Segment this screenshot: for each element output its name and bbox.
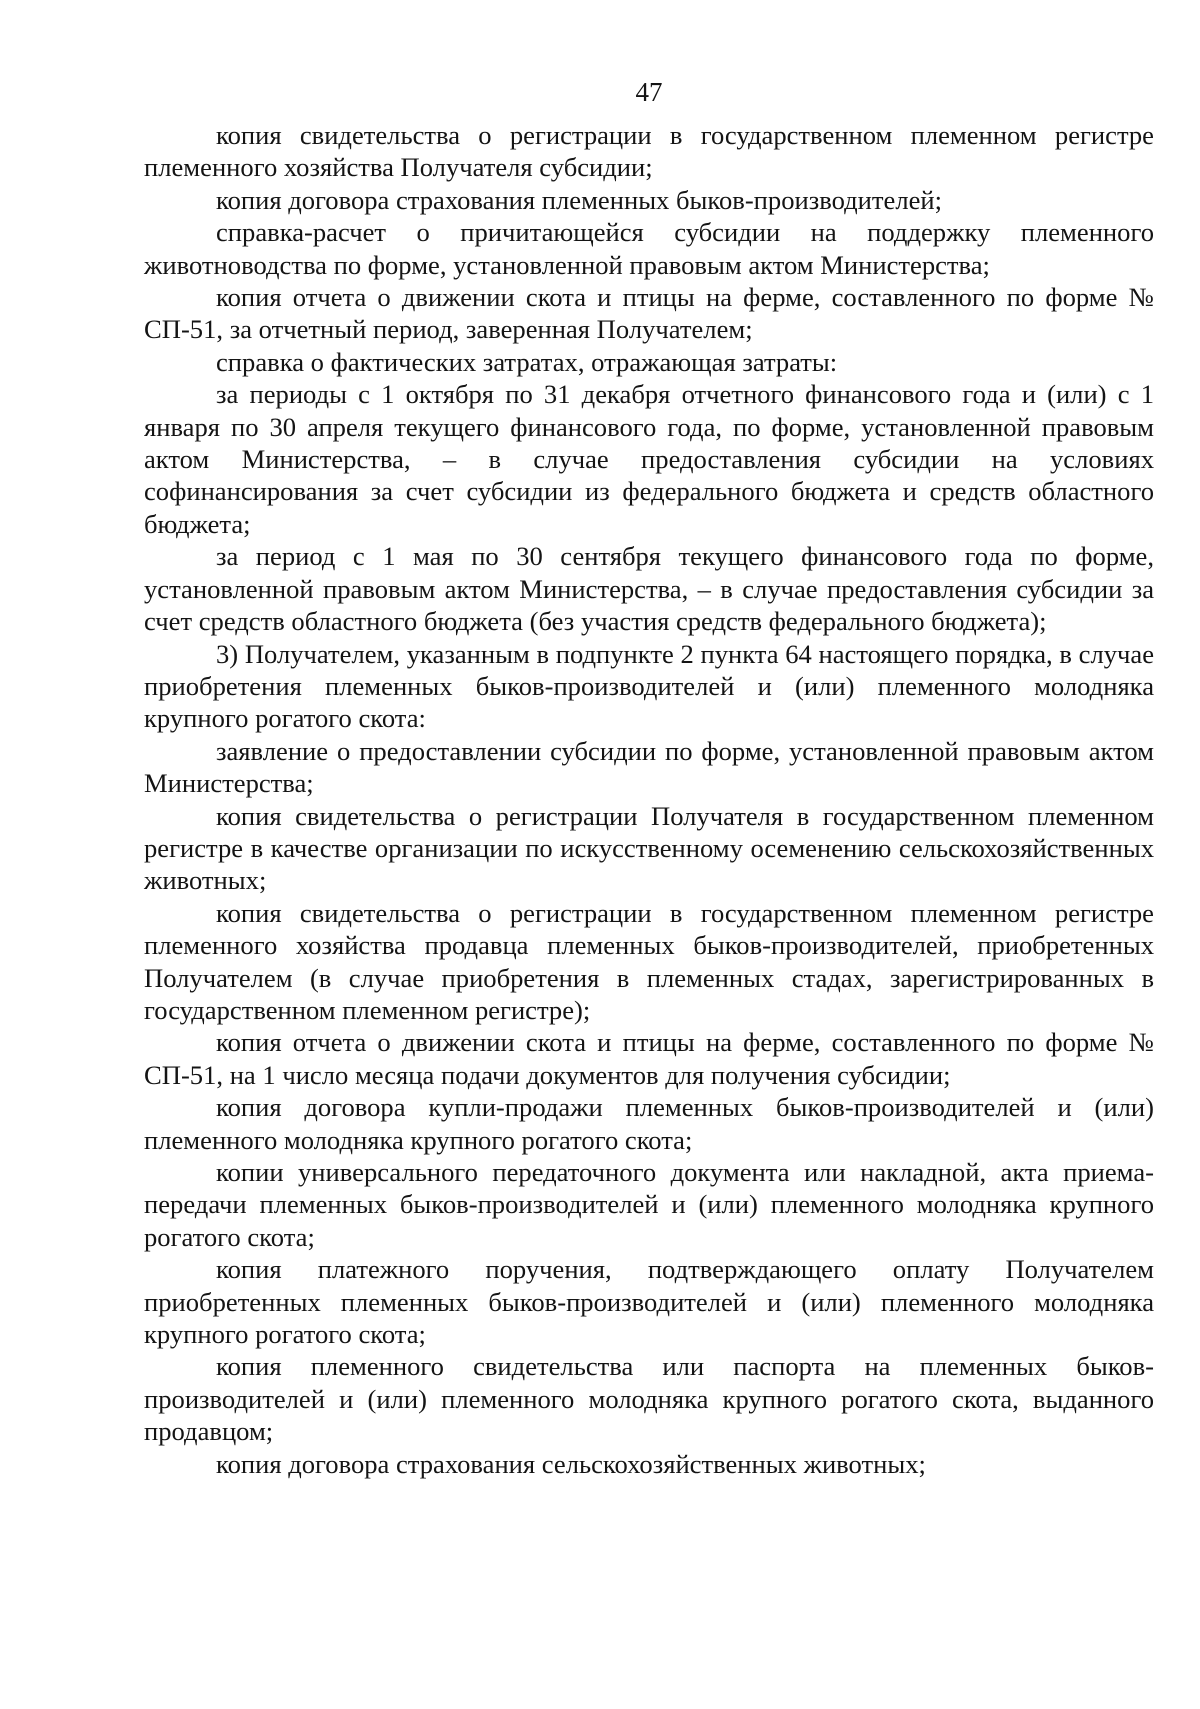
- document-body: [144, 119, 1154, 1480]
- paragraph: копия договора страхования сельскохозяйственных животных;: [216, 1448, 926, 1479]
- paragraph: справка-расчет о причитающейся субсидии на поддержку племенного животноводства по форме, установленной правовым актом Министерства;: [144, 217, 1154, 280]
- paragraph: заявление о предоставлении субсидии по форме, установленной правовым актом Министерства;: [144, 735, 1154, 799]
- paragraph: копия отчета о движении скота и птицы на ферме, составленного по форме № СП-51, на 1 число месяца подачи документов для получения субсидии;: [144, 1027, 1154, 1090]
- paragraph: копия свидетельства о регистрации Получателя в государственном племенном регистре в качестве организации по искусственному осеменению сельскохозяйственных животных;: [144, 800, 1154, 896]
- paragraph: копия свидетельства о регистрации в государственном племенном регистре племенного хозяйства Получателя субсидии;: [144, 120, 1154, 183]
- paragraph: за период с 1 мая по 30 сентября текущего финансового года по форме, установленной правовым актом Министерства, – в случае предоставления субсидии за счет средств областного бюджета (без участия средств федерального бюджета);: [144, 541, 1154, 637]
- paragraph: копия договора страхования племенных быков-производителей;: [216, 184, 943, 215]
- paragraph: копия племенного свидетельства или паспорта на племенных быков-производителей и (или) племенного молодняка крупного рогатого скота, выданного продавцом;: [144, 1351, 1154, 1447]
- paragraph: справка о фактических затратах, отражающая затраты:: [216, 346, 838, 377]
- paragraph: копия отчета о движении скота и птицы на ферме, составленного по форме № СП-51, за отчетный период, заверенная Получателем;: [144, 282, 1154, 345]
- paragraph: копия платежного поручения, подтверждающего оплату Получателем приобретенных племенных быков-производителей и (или) племенного молодняка крупного рогатого скота;: [144, 1254, 1154, 1350]
- paragraph: копия договора купли-продажи племенных быков-производителей и (или) племенного молодняка крупного рогатого скота;: [144, 1092, 1154, 1155]
- paragraph: за периоды с 1 октября по 31 декабря отчетного финансового года и (или) с 1 января по 30 апреля текущего финансового года, по форме, установленной правовым актом Министерства, – в случае предоставления субсидии на условиях софинансирования за счет субсидии из федерального бюджета и средств областного бюджета;: [144, 379, 1154, 539]
- paragraph: 3) Получателем, указанным в подпункте 2 пункта 64 настоящего порядка, в случае приобретения племенных быков-производителей и (или) племенного молодняка крупного рогатого скота:: [144, 638, 1154, 734]
- paragraph: копия свидетельства о регистрации в государственном племенном регистре племенного хозяйства продавца племенных быков-производителей, приобретенных Получателем (в случае приобретения в племенных стадах, зарегистрированных в государственном племенном регистре);: [144, 897, 1154, 1025]
- paragraph: копии универсального передаточного документа или накладной, акта приема-передачи племенных быков-производителей и (или) племенного молодняка крупного рогатого скота;: [144, 1157, 1154, 1252]
- page-number: 47: [635, 77, 663, 107]
